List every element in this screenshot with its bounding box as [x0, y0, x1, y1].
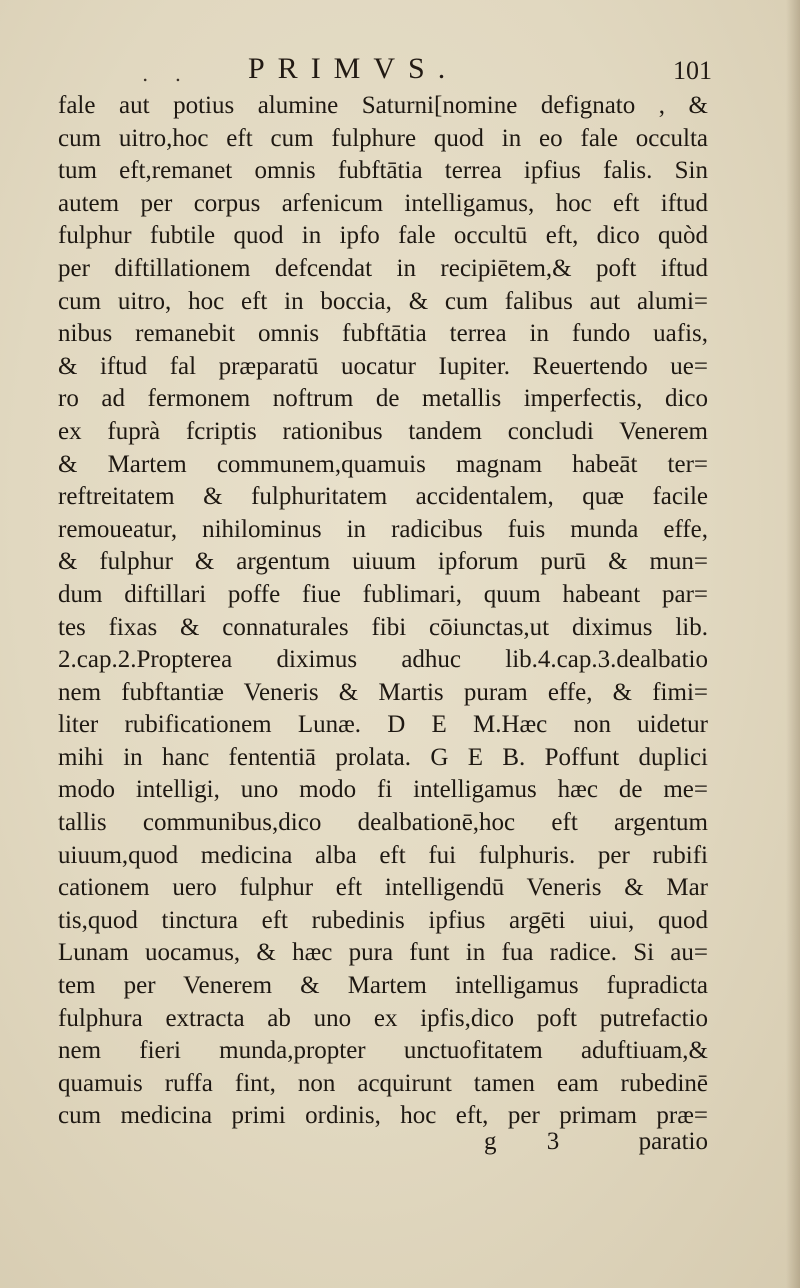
- text-line: ex fuprà fcriptis rationibus tandem concludi Venerem: [58, 417, 708, 445]
- text-line: cum uitro,hoc eft cum fulphure quod in eo fale occulta: [58, 124, 708, 152]
- text-line: nibus remanebit omnis fubftātia terrea in fundo uafis,: [58, 320, 708, 348]
- running-head: [58, 50, 710, 90]
- text-line: & Martem communem,quamuis magnam habeāt ter=: [58, 450, 708, 478]
- text-line: nem fubftantiæ Veneris & Martis puram effe, & fimi=: [58, 678, 708, 706]
- text-line: tum eft,remanet omnis fubftātia terrea ipfius falis. Sin: [58, 157, 708, 185]
- text-line: Lunam uocamus, & hæc pura funt in fua radice. Si au=: [58, 939, 708, 967]
- running-title: PRIMVS.: [248, 52, 459, 85]
- text-line: reftreitatem & fulphuritatem accidentalem, quæ facile: [58, 483, 708, 511]
- text-line: & fulphur & argentum uiuum ipforum purū & mun=: [58, 548, 708, 576]
- text-line: per diftillationem defcendat in recipiētem,& poft iftud: [58, 254, 708, 282]
- text-line: cum uitro, hoc eft in boccia, & cum falibus aut alumi=: [58, 287, 708, 315]
- text-line: nem fieri munda,propter unctuofitatem aduftiuam,&: [58, 1037, 708, 1065]
- text-line: uiuum,quod medicina alba eft fui fulphuris. per rubifi: [58, 841, 708, 869]
- text-line: fale aut potius alumine Saturni[nomine defignato , &: [58, 92, 708, 119]
- page-number: 101: [673, 56, 712, 85]
- text-line: dum diftillari poffe fiue fublimari, quum habeant par=: [58, 580, 708, 608]
- text-line: remoueatur, nihilominus in radicibus fuis munda effe,: [58, 515, 708, 543]
- text-line: ro ad fermonem noftrum de metallis imperfectis, dico: [58, 385, 708, 413]
- signature-line: [58, 1128, 708, 1162]
- header-dots: . .: [142, 62, 192, 86]
- text-line: quamuis ruffa fint, non acquirunt tamen eam rubedinē: [58, 1069, 708, 1097]
- text-line: tallis communibus,dico dealbationē,hoc eft argentum: [58, 809, 708, 837]
- text-line: cationem uero fulphur eft intelligendū Veneris & Mar: [58, 874, 708, 902]
- signature-mark: g 3: [484, 1128, 582, 1155]
- text-line: modo intelligi, uno modo fi intelligamus hæc de me=: [58, 776, 708, 804]
- body-text: [58, 90, 718, 1133]
- text-line: 2.cap.2.Propterea diximus adhuc lib.4.cap.3.dealbatio: [58, 646, 708, 674]
- text-line: fulphur fubtile quod in ipfo fale occultū eft, dico quòd: [58, 222, 708, 250]
- page-edge-shadow: [786, 0, 800, 1288]
- text-line: tes fixas & connaturales fibi cōiunctas,ut diximus lib.: [58, 613, 708, 641]
- text-line: fulphura extracta ab uno ex ipfis,dico poft putrefactio: [58, 1004, 708, 1032]
- text-line: & iftud fal præparatū uocatur Iupiter. Reuertendo ue=: [58, 352, 708, 380]
- text-line: tem per Venerem & Martem intelligamus fupradicta: [58, 972, 708, 1000]
- text-line: autem per corpus arfenicum intelligamus, hoc eft iftud: [58, 189, 708, 217]
- text-line: tis,quod tinctura eft rubedinis ipfius argēti uiui, quod: [58, 906, 708, 934]
- text-line: liter rubificationem Lunæ. D E M.Hæc non uidetur: [58, 711, 708, 739]
- catchword: paratio: [638, 1128, 708, 1155]
- text-line: cum medicina primi ordinis, hoc eft, per primam præ=: [58, 1102, 708, 1130]
- text-line: mihi in hanc fententiā prolata. G E B. Poffunt duplici: [58, 743, 708, 771]
